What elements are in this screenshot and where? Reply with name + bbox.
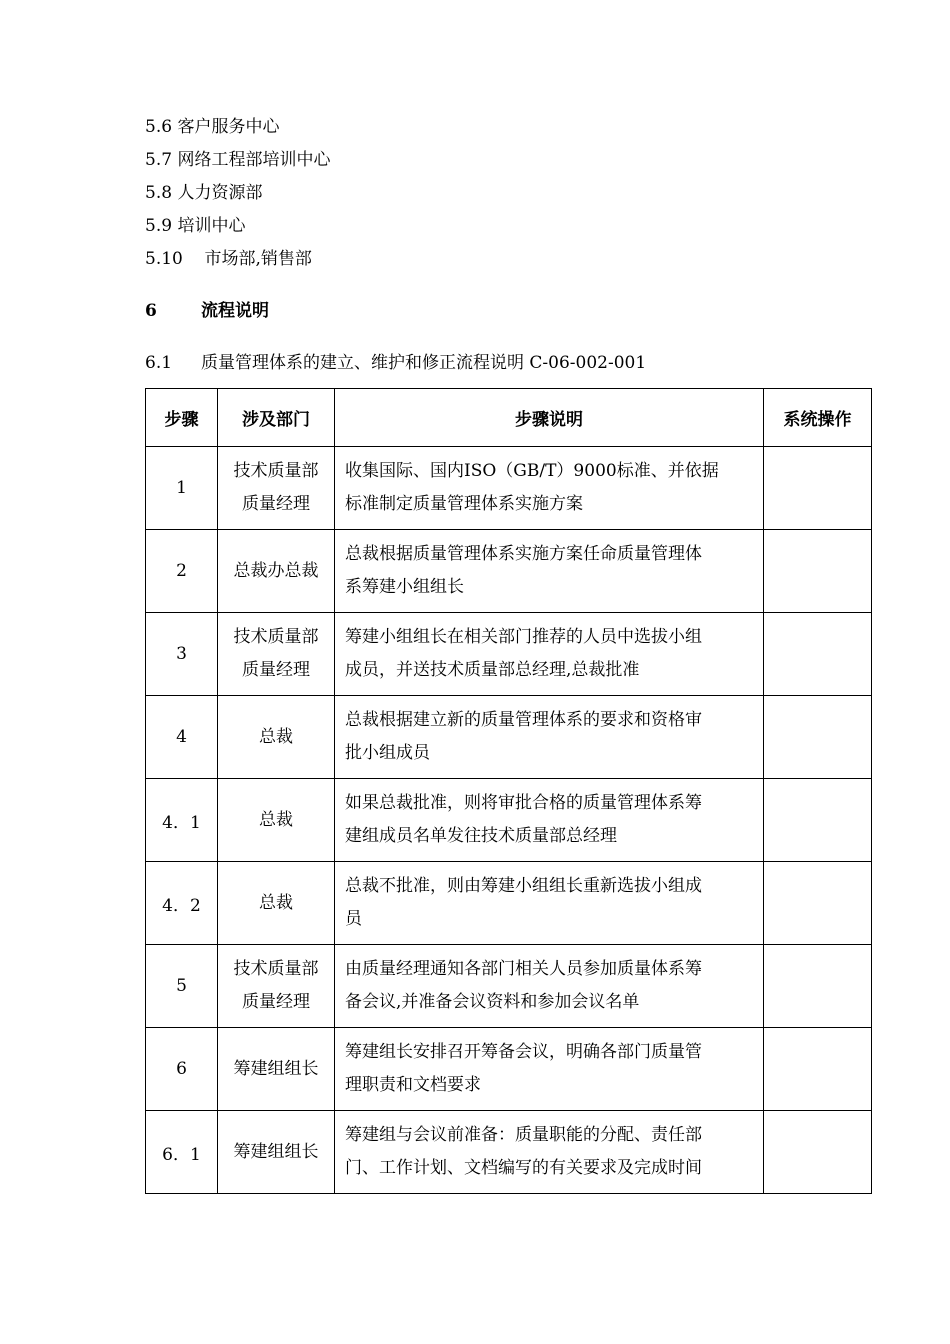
department-cell [218, 779, 335, 862]
system-operation-cell [764, 530, 872, 613]
department-line: 总裁 [259, 726, 293, 747]
description-line: 成员，并送技术质量部总经理,总裁批准 [345, 660, 640, 680]
department-cell [218, 613, 335, 696]
description-cell [335, 1111, 764, 1194]
description-line: 门、工作计划、文档编写的有关要求及完成时间 [345, 1158, 702, 1178]
description-cell [335, 945, 764, 1028]
description-line: 标准制定质量管理体系实施方案 [345, 494, 583, 514]
subsection-title: 质量管理体系的建立、维护和修正流程说明 C-06-002-001 [201, 353, 647, 373]
description-cell [335, 1028, 764, 1111]
description-cell [335, 862, 764, 945]
table-row [146, 779, 872, 862]
description-line: 由质量经理通知各部门相关人员参加质量体系筹 [345, 959, 702, 979]
table-row [146, 1028, 872, 1111]
table-row [146, 862, 872, 945]
step-number-cell: 6．1 [146, 1111, 218, 1194]
table-row [146, 696, 872, 779]
step-number-cell: 4 [146, 696, 218, 779]
description-line: 筹建组与会议前准备：质量职能的分配、责任部 [345, 1125, 702, 1145]
description-line: 总裁根据质量管理体系实施方案任命质量管理体 [345, 544, 702, 564]
header-step: 步骤 [146, 389, 218, 447]
system-operation-cell [764, 696, 872, 779]
system-operation-cell [764, 447, 872, 530]
description-line: 备会议,并准备会议资料和参加会议名单 [345, 992, 640, 1012]
step-number-cell: 4．2 [146, 862, 218, 945]
department-line: 质量经理 [242, 660, 310, 680]
step-number-cell: 1 [146, 447, 218, 530]
description-line: 筹建组长安排召开筹备会议，明确各部门质量管 [345, 1042, 702, 1062]
department-line: 总裁 [259, 892, 293, 913]
description-cell [335, 447, 764, 530]
description-cell [335, 613, 764, 696]
header-desc: 步骤说明 [335, 389, 764, 447]
system-operation-cell [764, 779, 872, 862]
description-line: 理职责和文档要求 [345, 1075, 481, 1095]
system-operation-cell [764, 1028, 872, 1111]
header-op: 系统操作 [764, 389, 872, 447]
department-cell [218, 447, 335, 530]
step-number-cell: 5 [146, 945, 218, 1028]
list-item-5-9: 5.9 培训中心 [145, 216, 246, 236]
section-number: 6 [145, 301, 157, 321]
description-cell [335, 530, 764, 613]
table-row [146, 613, 872, 696]
system-operation-cell [764, 1111, 872, 1194]
step-number-cell: 3 [146, 613, 218, 696]
process-table [145, 388, 872, 1194]
step-number-cell: 4．1 [146, 779, 218, 862]
description-line: 如果总裁批准，则将审批合格的质量管理体系筹 [345, 793, 702, 813]
department-line: 筹建组组长 [233, 1058, 319, 1079]
subsection-number: 6.1 [145, 353, 173, 373]
description-line: 总裁不批准，则由筹建小组组长重新选拔小组成 [345, 876, 702, 896]
description-line: 批小组成员 [345, 743, 430, 763]
list-item-5-8: 5.8 人力资源部 [145, 183, 263, 203]
department-line: 技术质量部 [233, 959, 319, 979]
description-line: 系筹建小组组长 [345, 577, 464, 597]
department-cell [218, 530, 335, 613]
description-cell [335, 779, 764, 862]
table-row [146, 447, 872, 530]
department-line: 质量经理 [242, 494, 310, 514]
system-operation-cell [764, 862, 872, 945]
department-cell [218, 862, 335, 945]
table-header-row [146, 389, 872, 447]
department-line: 技术质量部 [233, 627, 319, 647]
department-cell [218, 945, 335, 1028]
step-number-cell: 2 [146, 530, 218, 613]
department-line: 技术质量部 [233, 461, 319, 481]
description-line: 建组成员名单发往技术质量部总经理 [345, 826, 617, 846]
system-operation-cell [764, 613, 872, 696]
department-cell [218, 1028, 335, 1111]
header-dept: 涉及部门 [218, 389, 335, 447]
section-title: 流程说明 [201, 301, 269, 321]
list-item-5-7: 5.7 网络工程部培训中心 [145, 150, 331, 170]
department-cell [218, 1111, 335, 1194]
description-line: 员 [345, 909, 362, 929]
department-line: 总裁 [259, 809, 293, 830]
description-line: 收集国际、国内ISO（GB/T）9000标准、并依据 [345, 461, 719, 481]
step-number-cell: 6 [146, 1028, 218, 1111]
system-operation-cell [764, 945, 872, 1028]
table-row [146, 945, 872, 1028]
table-row [146, 1111, 872, 1194]
department-line: 质量经理 [242, 992, 310, 1012]
department-line: 总裁办总裁 [233, 560, 319, 581]
description-cell [335, 696, 764, 779]
table-row [146, 530, 872, 613]
list-item-5-6: 5.6 客户服务中心 [145, 117, 280, 137]
list-item-5-10: 5.10 市场部,销售部 [145, 249, 312, 269]
department-line: 筹建组组长 [233, 1141, 319, 1162]
department-cell [218, 696, 335, 779]
description-line: 筹建小组组长在相关部门推荐的人员中选拔小组 [345, 627, 702, 647]
description-line: 总裁根据建立新的质量管理体系的要求和资格审 [345, 710, 702, 730]
